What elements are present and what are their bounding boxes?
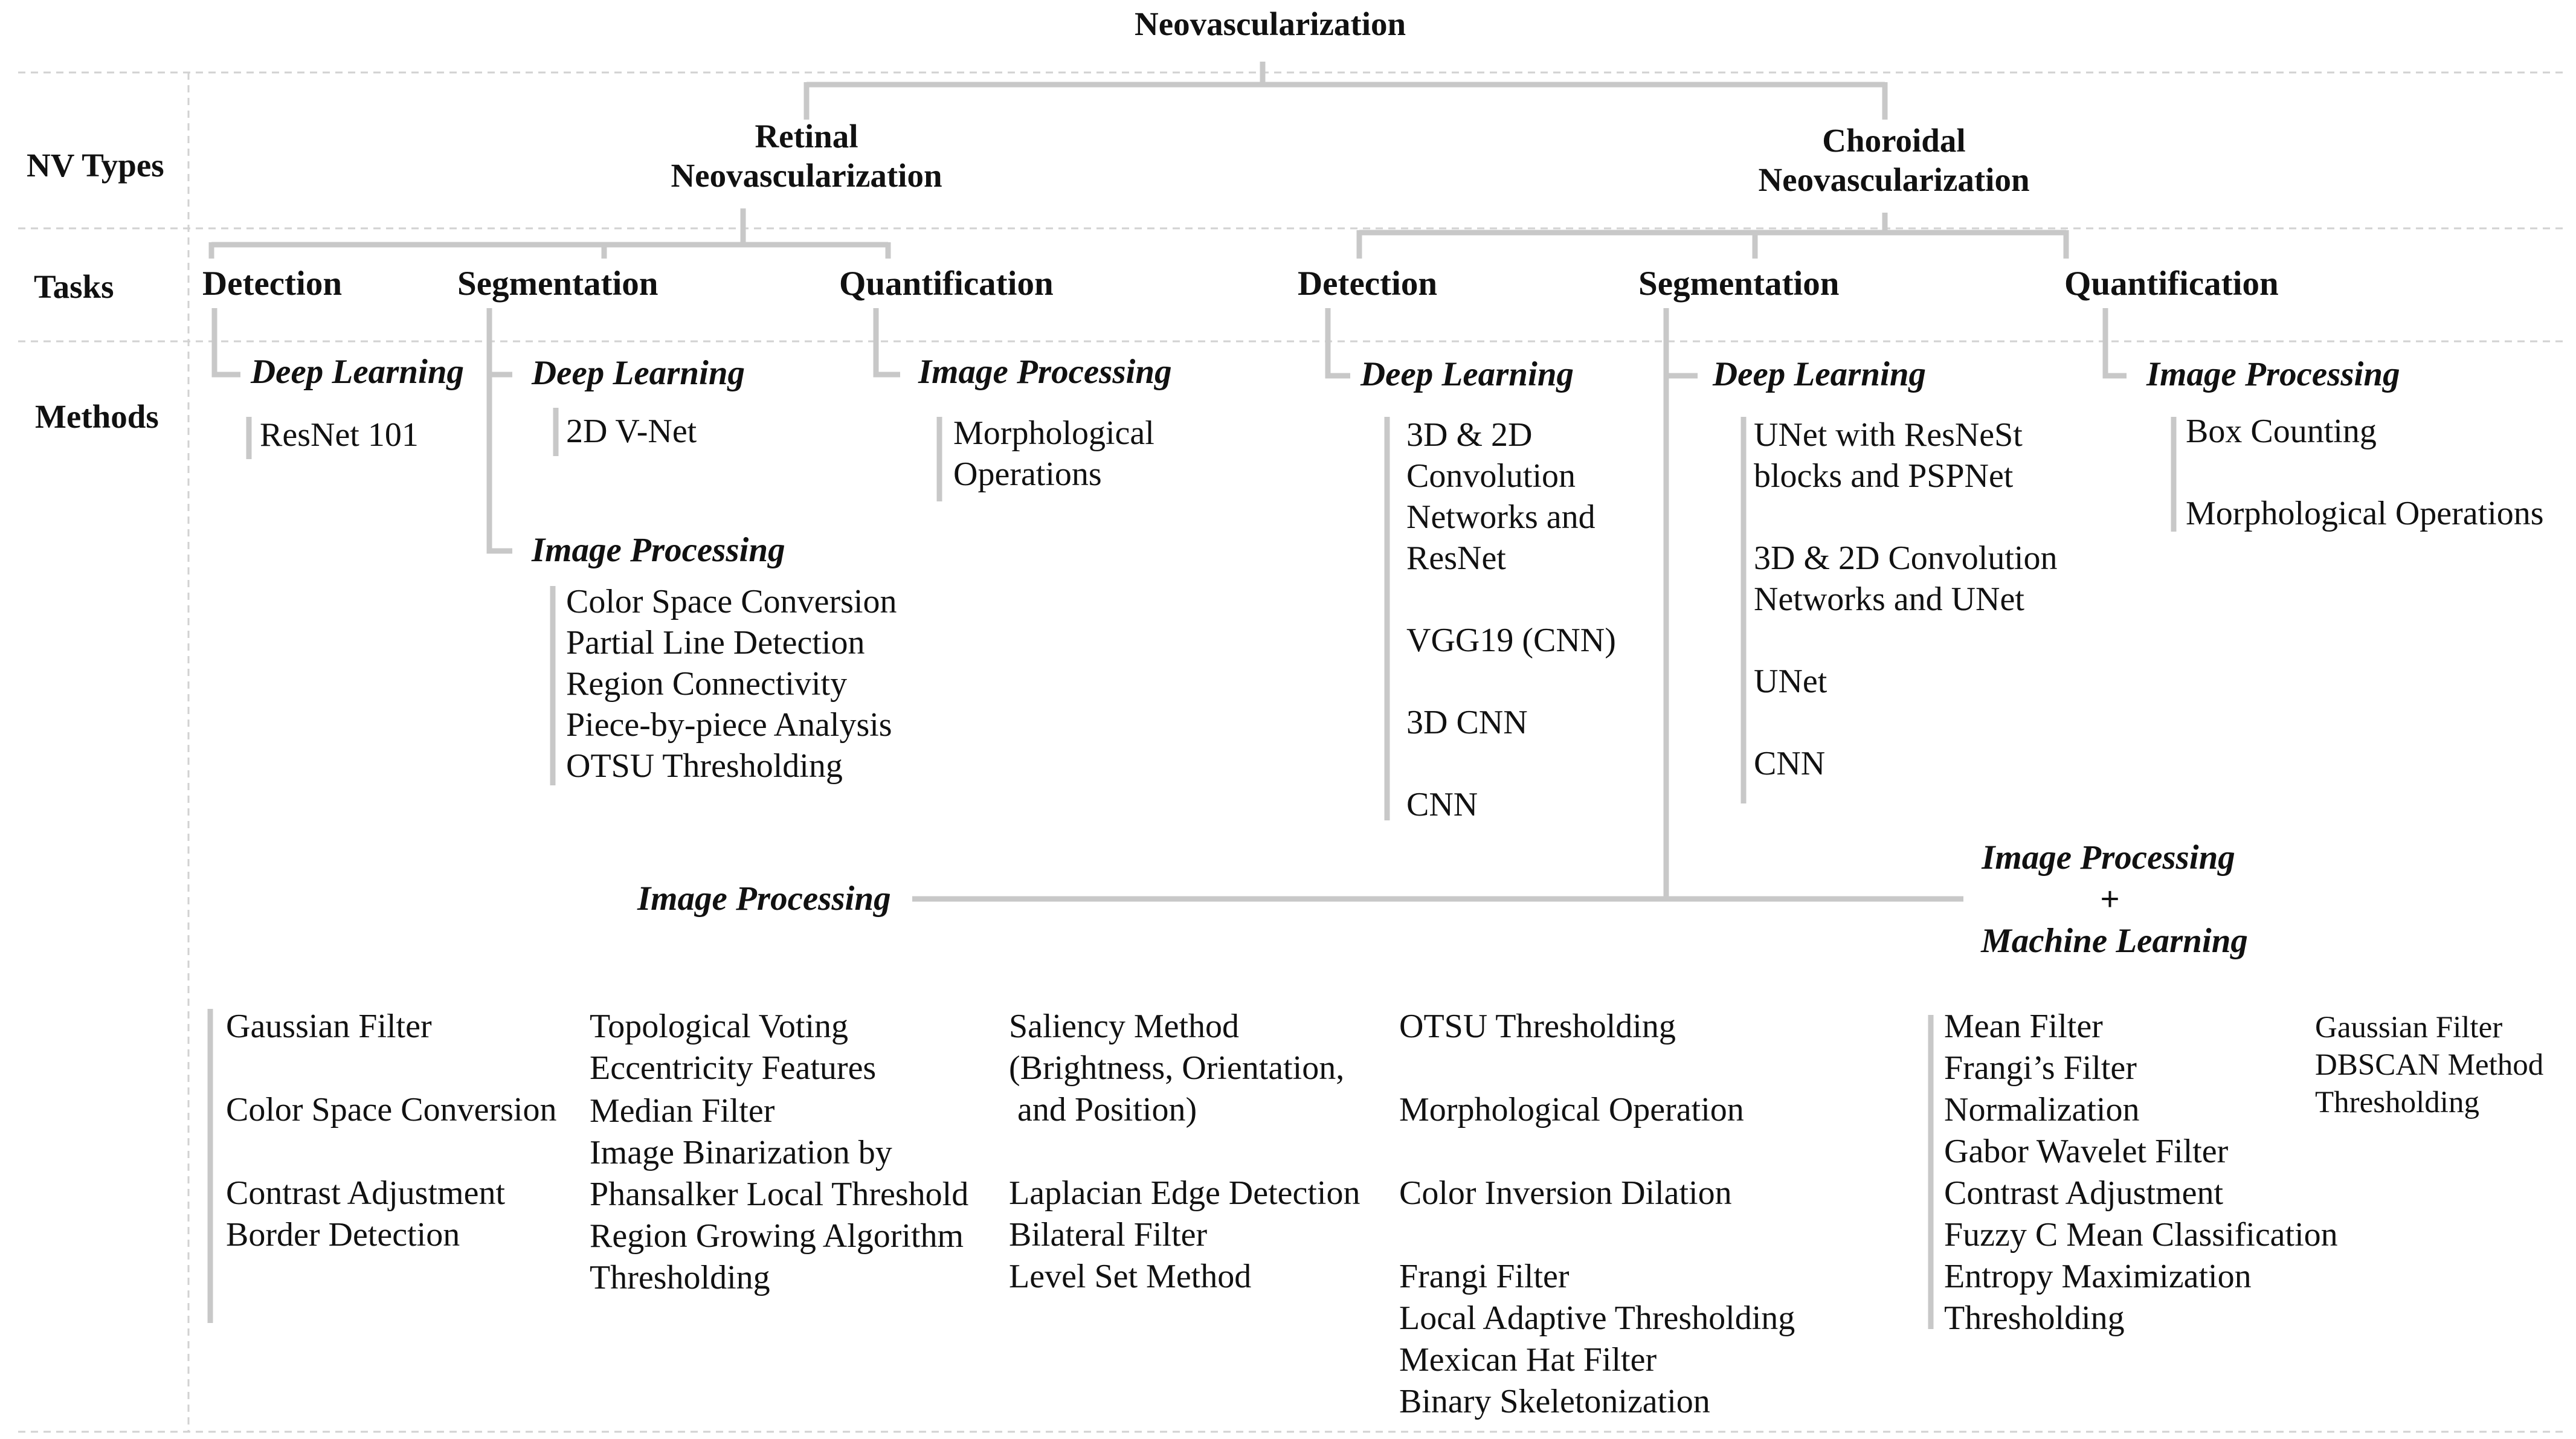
list-item: Networks and [1406, 498, 1596, 536]
list-item: Fuzzy C Mean Classification [1944, 1216, 2338, 1254]
list-item: Laplacian Edge Detection [1009, 1174, 1360, 1212]
task-cnv-segmentation: Segmentation [1638, 265, 1840, 303]
nv-retinal-line1: Retinal [755, 118, 858, 155]
list-item: Region Growing Algorithm [590, 1217, 964, 1255]
list-item: OTSU Thresholding [1399, 1008, 1676, 1045]
list-item: Gaussian Filter [226, 1008, 432, 1045]
bottom-col-6 [2315, 1009, 2543, 1121]
method-cnv-segmentation-ip-ml [1957, 837, 2272, 962]
list-item: blocks and PSPNet [1754, 457, 2014, 495]
method-rnv-quantification-image-processing: Image Processing [918, 353, 1172, 391]
list-item: Thresholding [1944, 1299, 2125, 1337]
bottom-col-4 [1399, 1006, 1795, 1423]
list-item: Binary Skeletonization [1399, 1383, 1710, 1420]
cnv-seg-dl-list [1754, 414, 2057, 784]
row-label-methods: Methods [35, 398, 159, 435]
list-item: Gaussian Filter [2315, 1011, 2503, 1045]
task-rnv-detection: Detection [202, 265, 343, 303]
method-cnv-segmentation-image-processing: Image Processing [637, 880, 891, 918]
method-cnv-quantification-image-processing: Image Processing [2146, 355, 2400, 393]
list-item: Topological Voting [590, 1008, 849, 1045]
list-item: VGG19 (CNN) [1406, 622, 1616, 659]
list-item: 3D CNN [1406, 704, 1528, 741]
task-cnv-quantification: Quantification [2064, 265, 2279, 303]
list-item: Color Space Conversion [566, 583, 897, 620]
nv-retinal-line2: Neovascularization [671, 157, 942, 194]
list-item: Border Detection [226, 1216, 460, 1254]
ipml-line3: Machine Learning [1981, 922, 2248, 960]
row-label-nv-types: NV Types [27, 147, 164, 184]
list-item: CNN [1406, 786, 1478, 823]
list-item: Frangi Filter [1399, 1258, 1570, 1295]
list-item: OTSU Thresholding [566, 747, 843, 785]
list-item: 2D V-Net [566, 413, 697, 450]
rnv-quant-ip-list [953, 413, 1154, 495]
list-item: Convolution [1406, 457, 1576, 495]
list-item: ResNet [1406, 539, 1506, 577]
nv-type-choroidal [1713, 121, 2075, 199]
cnv-quant-ip-list [2186, 411, 2544, 534]
list-item: Morphological Operation [1399, 1091, 1744, 1128]
list-item: Mean Filter [1944, 1008, 2103, 1045]
method-cnv-segmentation-deep-learning: Deep Learning [1713, 355, 1927, 393]
method-cnv-detection-deep-learning: Deep Learning [1360, 355, 1574, 393]
list-item: (Brightness, Orientation, [1009, 1049, 1345, 1087]
bottom-col-2 [590, 1006, 968, 1299]
list-item: Entropy Maximization [1944, 1258, 2252, 1295]
list-item: UNet [1754, 663, 1827, 700]
list-item: Phansalker Local Threshold [590, 1176, 969, 1213]
nv-type-retinal [625, 117, 988, 195]
method-rnv-segmentation-deep-learning: Deep Learning [532, 354, 745, 392]
list-item: Normalization [1944, 1091, 2140, 1128]
task-cnv-detection: Detection [1298, 265, 1438, 303]
bottom-col-5 [1944, 1006, 2338, 1339]
list-item: DBSCAN Method [2315, 1048, 2544, 1082]
bottom-col-3 [1009, 1006, 1360, 1298]
rnv-seg-ip-list [566, 581, 897, 787]
list-item: 3D & 2D Convolution [1754, 539, 2058, 577]
method-rnv-detection-deep-learning: Deep Learning [251, 353, 465, 391]
list-item: UNet with ResNeSt [1754, 416, 2023, 454]
list-item: Color Space Conversion [226, 1091, 557, 1128]
list-item: Piece-by-piece Analysis [566, 706, 892, 744]
list-item: Contrast Adjustment [226, 1174, 505, 1212]
nv-choroidal-line2: Neovascularization [1758, 161, 2030, 198]
list-item: Saliency Method [1009, 1008, 1240, 1045]
list-item: ResNet 101 [260, 416, 419, 454]
row-label-tasks: Tasks [34, 268, 114, 305]
nv-choroidal-line1: Choroidal [1822, 122, 1966, 159]
bottom-col-1 [226, 1006, 556, 1256]
list-item: Level Set Method [1009, 1258, 1252, 1295]
list-item: Local Adaptive Thresholding [1399, 1299, 1795, 1337]
cnv-det-dl-list [1406, 414, 1616, 825]
list-item: Operations [953, 456, 1102, 493]
method-rnv-segmentation-image-processing: Image Processing [532, 531, 785, 569]
list-item: Morphological [953, 414, 1154, 452]
list-item: Box Counting [2186, 413, 2377, 450]
task-rnv-segmentation: Segmentation [457, 265, 658, 303]
list-item: Bilateral Filter [1009, 1216, 1208, 1254]
list-item: Thresholding [2315, 1086, 2479, 1119]
list-item: 3D & 2D [1406, 416, 1533, 454]
list-item: Mexican Hat Filter [1399, 1341, 1657, 1379]
list-item: Eccentricity Features [590, 1049, 877, 1087]
list-item: Thresholding [590, 1259, 770, 1296]
list-item: Networks and UNet [1754, 581, 2024, 618]
list-item: Frangi’s Filter [1944, 1049, 2137, 1087]
ipml-line1: Image Processing [1982, 839, 2235, 877]
list-item: Color Inversion Dilation [1399, 1174, 1732, 1212]
list-item: Contrast Adjustment [1944, 1174, 2223, 1212]
list-item: and Position) [1009, 1091, 1197, 1128]
list-item: CNN [1754, 745, 1826, 782]
task-rnv-quantification: Quantification [839, 265, 1054, 303]
list-item: Image Binarization by [590, 1134, 892, 1171]
list-item: Region Connectivity [566, 665, 848, 703]
list-item: Median Filter [590, 1092, 775, 1130]
ipml-plus: + [2100, 880, 2120, 918]
list-item: Gabor Wavelet Filter [1944, 1133, 2229, 1170]
root-title: Neovascularization [1135, 5, 1406, 42]
list-item: Morphological Operations [2186, 495, 2544, 532]
list-item: Partial Line Detection [566, 624, 865, 662]
